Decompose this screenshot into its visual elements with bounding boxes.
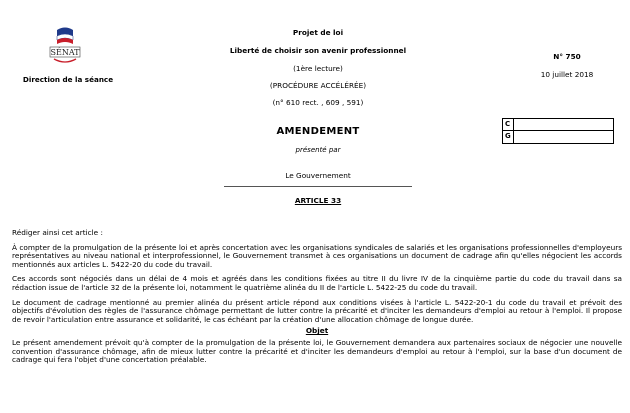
dispositif-paragraph: Ces accords sont négociés dans un délai de 4 mois et agréés dans les conditions fixées au titre II du livre IV de la cinquième partie du code du travail dans sa rédaction issue de l'article 32 de la présente loi, notamment le quatrième alinéa du II de l'article L. 5422-25 du code du travail. (12, 274, 622, 292)
dispositif-paragraph: Le document de cadrage mentionné au premier alinéa du présent article répond aux conditions visées à l'article L. 5422-20-1 du code du travail et prévoit des objectifs d'évolution des règles de l'assurance chômage permettant de lutter contre la précarité et d'inciter les demandeurs d'emploi au retour à l'emploi. Il propose de revoir l'articulation entre assurance et solidarité, le cas échéant par la création d'une allocation chômage de longue durée. (12, 297, 622, 324)
senat-logo-text: SÉNAT (50, 48, 80, 58)
senat-emblem-icon (57, 28, 73, 45)
cg-row-c (503, 119, 613, 131)
procedure-label: (PROCÉDURE ACCÉLÉRÉE) (269, 81, 367, 90)
dispositif-intro: Rédiger ainsi cet article : (12, 228, 103, 237)
cg-letter: C (503, 119, 514, 130)
cg-letter: G (503, 131, 514, 143)
textes-references: (n° 610 rect. , 609 , 591) (272, 98, 364, 107)
amendement-title: AMENDEMENT (276, 126, 360, 137)
projet-header (200, 28, 436, 107)
cg-value (514, 131, 613, 143)
amendement-body (12, 229, 622, 371)
amendement-numero: N° 750 (553, 52, 581, 61)
auteur: Le Gouvernement (285, 171, 351, 180)
objet-title: Objet (305, 326, 329, 336)
cg-value (514, 119, 613, 130)
projet-label: Projet de loi (292, 28, 344, 37)
objet-text: Le présent amendement prévoit qu'à compter de la promulgation de la présente loi, le Gouvernement demandera aux partenaires sociaux de négocier une nouvelle convention d'assurance chômage, afin de mieux lutter contre la précarité et d'inciter les demandeurs d'emploi au retour à l'emploi, sur la base d'un document de cadrage qui fera l'objet d'une concertation préalable. (12, 337, 622, 365)
amendement-date: 10 juillet 2018 (540, 70, 594, 79)
titre-loi: Liberté de choisir son avenir professionnel (229, 46, 407, 55)
presente-par: présenté par (295, 146, 341, 154)
cg-box (502, 118, 614, 144)
direction-label: Direction de la séance (22, 75, 114, 84)
divider (224, 186, 412, 187)
article-title: ARTICLE 33 (294, 196, 342, 205)
dispositif-paragraph: À compter de la promulgation de la présente loi et après concertation avec les organisations syndicales de salariés et les organisations professionnelles d'employeurs représentatives au niveau national et interprofessionnel, le Gouvernement transmet à ces organisations un document de cadrage afin qu'elles négocient les accords mentionnés aux articles L. 5422-20 du code du travail. (12, 242, 622, 269)
senat-logo (44, 26, 86, 68)
lecture-label: (1ère lecture) (293, 64, 343, 73)
cg-row-g (503, 131, 613, 143)
